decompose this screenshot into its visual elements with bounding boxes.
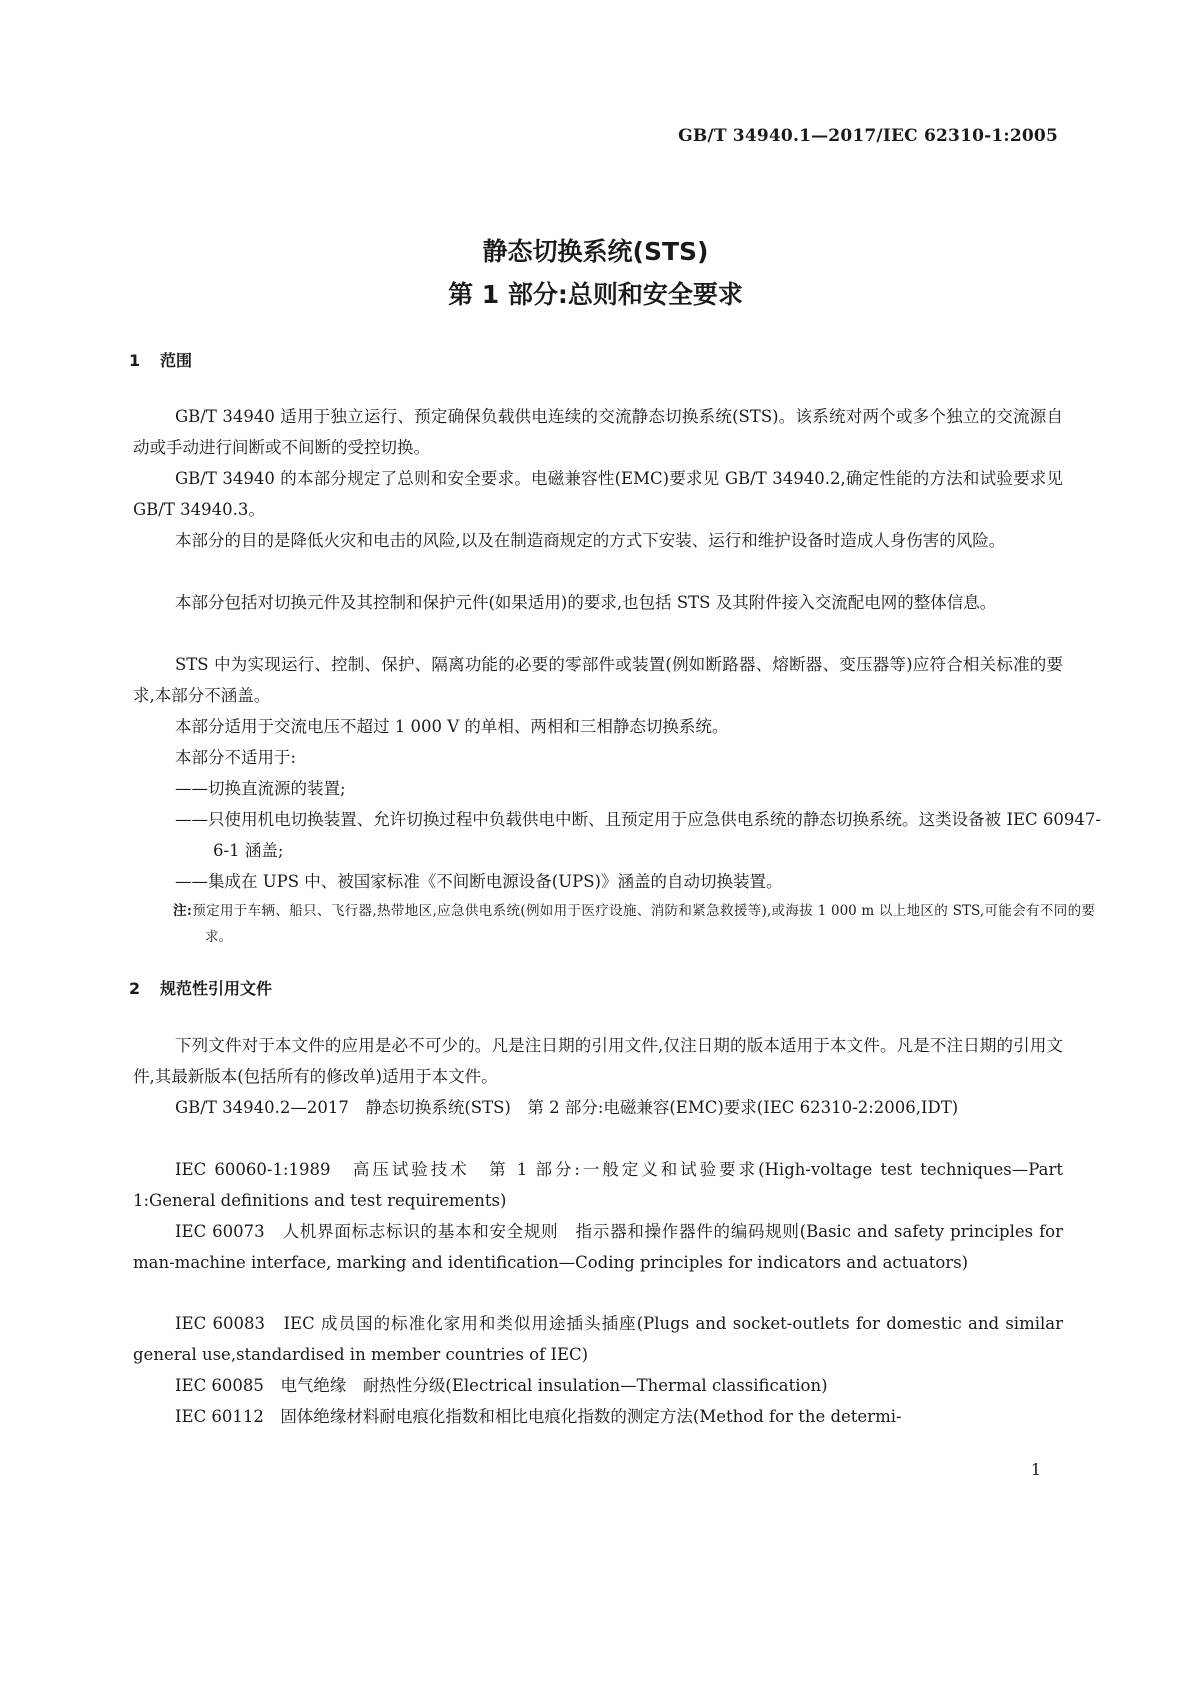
section-1-heading — [129, 348, 192, 371]
section-2-heading — [129, 976, 272, 999]
reference-entry: IEC 60085 电气绝缘 耐热性分级(Electrical insulation—Thermal classification) — [175, 1376, 828, 1395]
reference-entry: IEC 60083 IEC 成员国的标准化家用和类似用途插头插座(Plugs and socket-outlets for domestic and similar general use,standardised in member countries of IEC) — [133, 1314, 1063, 1364]
paragraph: STS 中为实现运行、控制、保护、隔离功能的必要的零部件或装置(例如断路器、熔断器、变压器等)应符合相关标准的要求,本部分不涵盖。 — [133, 655, 1063, 705]
reference-entry: IEC 60073 人机界面标志标识的基本和安全规则 指示器和操作器件的编码规则(Basic and safety principles for man-machine interface, marking and identification—Coding principles for indicators and actuators) — [133, 1222, 1063, 1272]
paragraph: GB/T 34940 的本部分规定了总则和安全要求。电磁兼容性(EMC)要求见 GB/T 34940.2,确定性能的方法和试验要求见 GB/T 34940.3。 — [133, 469, 1063, 519]
note-text: 预定用于车辆、船只、飞行器,热带地区,应急供电系统(例如用于医疗设施、消防和紧急救援等),或海拔 1 000 m 以上地区的 STS,可能会有不同的要求。 — [191, 903, 1096, 945]
list-item: ——集成在 UPS 中、被国家标准《不间断电源设备(UPS)》涵盖的自动切换装置。 — [175, 872, 783, 891]
reference-entry: GB/T 34940.2—2017 静态切换系统(STS) 第 2 部分:电磁兼容(EMC)要求(IEC 62310-2:2006,IDT) — [175, 1098, 959, 1117]
page-number: 1 — [1030, 1460, 1041, 1479]
section-number: 2 — [129, 979, 141, 998]
paragraph: 本部分适用于交流电压不超过 1 000 V 的单相、两相和三相静态切换系统。 — [175, 717, 729, 736]
paragraph: 下列文件对于本文件的应用是必不可少的。凡是注日期的引用文件,仅注日期的版本适用于本文件。凡是不注日期的引用文件,其最新版本(包括所有的修改单)适用于本文件。 — [133, 1036, 1063, 1086]
paragraph: 本部分包括对切换元件及其控制和保护元件(如果适用)的要求,也包括 STS 及其附件接入交流配电网的整体信息。 — [175, 593, 997, 612]
section-title: 范围 — [160, 351, 193, 370]
section-title: 规范性引用文件 — [160, 979, 273, 998]
reference-entry: IEC 60060-1:1989 高压试验技术 第 1 部分:一般定义和试验要求(High-voltage test techniques—Part 1:General definitions and test requirements) — [133, 1160, 1063, 1210]
list-item: ——只使用机电切换装置、允许切换过程中负载供电中断、且预定用于应急供电系统的静态切换系统。这类设备被 IEC 60947-6-1 涵盖; — [175, 810, 1101, 860]
paragraph: 本部分不适用于: — [175, 748, 297, 767]
list-item: ——切换直流源的装置; — [175, 779, 346, 798]
paragraph: 本部分的目的是降低火灾和电击的风险,以及在制造商规定的方式下安装、运行和维护设备时造成人身伤害的风险。 — [175, 531, 1006, 550]
note — [173, 898, 1095, 950]
paragraph: GB/T 34940 适用于独立运行、预定确保负载供电连续的交流静态切换系统(STS)。该系统对两个或多个独立的交流源自动或手动进行间断或不间断的受控切换。 — [133, 407, 1063, 457]
document-title: 静态切换系统(STS) — [482, 237, 709, 266]
document-subtitle: 第 1 部分:总则和安全要求 — [448, 280, 743, 309]
section-number: 1 — [129, 351, 141, 370]
standard-number: GB/T 34940.1—2017/IEC 62310-1:2005 — [678, 126, 1058, 146]
reference-entry: IEC 60112 固体绝缘材料耐电痕化指数和相比电痕化指数的测定方法(Method for the determi- — [175, 1407, 902, 1426]
note-label: 注: — [173, 903, 192, 919]
